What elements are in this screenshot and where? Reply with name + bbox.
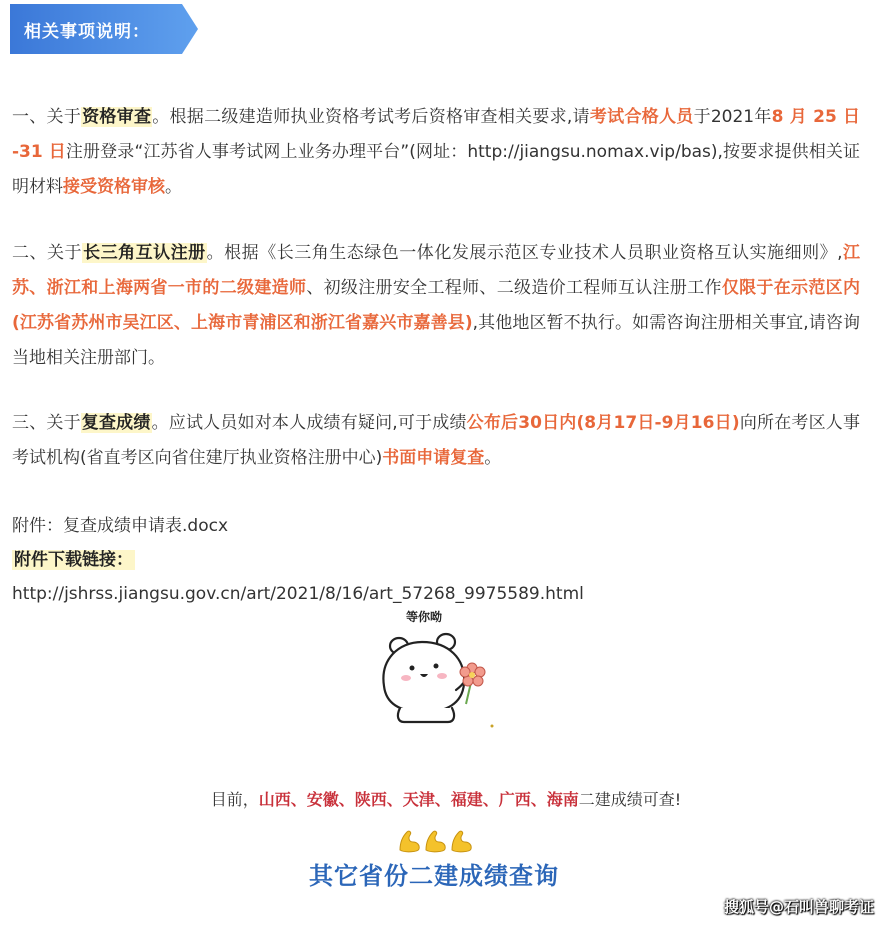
download-url-link[interactable]: http://jshrss.jiangsu.gov.cn/art/2021/8/16/art_57268_9975589.html bbox=[12, 584, 584, 604]
keyword-review-period: 公布后30日内(8月17日-9月16日) bbox=[466, 413, 740, 433]
keyword-score-review: 复查成绩 bbox=[81, 413, 151, 433]
text: 二、关于 bbox=[12, 243, 83, 263]
text: 。 bbox=[165, 177, 182, 197]
text: 于2021年 bbox=[693, 107, 772, 127]
download-label bbox=[12, 543, 135, 578]
text: ,其他地区暂不执行。如需咨询注册相关事宜,请咨询当地相关注册部门。 bbox=[12, 313, 860, 368]
text: 三、关于 bbox=[12, 413, 81, 433]
download-label-text: 附件下载链接： bbox=[14, 550, 133, 570]
provinces-list: 山西、安徽、陕西、天津、福建、广西、海南 bbox=[258, 790, 579, 809]
paragraph-mutual-registration bbox=[12, 236, 860, 376]
watermark: 搜狐号@石叫兽聊考证 bbox=[723, 898, 874, 916]
text: 。根据二级建造师执业资格考试考后资格审查相关要求,请 bbox=[152, 107, 590, 127]
keyword-mutual-registration: 长三角互认注册 bbox=[83, 243, 206, 263]
text: 、初级注册安全工程师、二级造价工程师互认注册工作 bbox=[306, 278, 722, 298]
text: 目前， bbox=[210, 790, 259, 809]
section-header-title: 相关事项说明： bbox=[24, 22, 150, 42]
keyword-qualification-review: 资格审查 bbox=[82, 107, 152, 127]
attachment-line: 附件：复查成绩申请表.docx bbox=[12, 516, 229, 536]
bear-sticker bbox=[372, 608, 502, 734]
keyword-date-range: 8 月 25 日 -31 日 bbox=[12, 107, 861, 162]
text: 注册登录“江苏省人事考试网上业务办理平台”(网址：http://jiangsu.nomax.vip/bas),按要求提供相关证明材料 bbox=[12, 142, 860, 197]
available-provinces-line bbox=[0, 785, 892, 815]
text: 一、关于 bbox=[12, 107, 82, 127]
text: 。应试人员如对本人成绩有疑问,可于成绩 bbox=[151, 413, 467, 433]
keyword-written-application: 书面申请复查 bbox=[382, 448, 485, 468]
flower-icon bbox=[460, 663, 485, 704]
text: 向所在考区人事考试机构(省直考区向省住建厅执业资格注册中心) bbox=[12, 413, 860, 468]
text: 。根据《长三角生态绿色一体化发展示范区专业技术人员职业资格互认实施细则》, bbox=[206, 243, 843, 263]
keyword-qualified-candidates: 考试合格人员 bbox=[589, 107, 694, 127]
bear-icon bbox=[372, 608, 502, 734]
paragraph-score-review bbox=[12, 406, 860, 476]
section-header-tag bbox=[10, 4, 198, 54]
keyword-demo-zone: 仅限于在示范区内(江苏省苏州市吴江区、上海市青浦区和浙江省嘉兴市嘉善县) bbox=[12, 278, 860, 333]
keyword-accept-review: 接受资格审核 bbox=[63, 177, 165, 197]
paragraph-qualification-review bbox=[12, 100, 860, 205]
text: 。 bbox=[484, 448, 502, 468]
sticker-caption: 等你呦 bbox=[406, 610, 443, 624]
text: 二建成绩可查! bbox=[578, 790, 682, 809]
muscle-emoji bbox=[397, 828, 475, 854]
keyword-regions: 江苏、浙江和上海两省一市的二级建造师 bbox=[12, 243, 861, 298]
other-provinces-query-link[interactable]: 其它省份二建成绩查询 bbox=[309, 862, 559, 890]
